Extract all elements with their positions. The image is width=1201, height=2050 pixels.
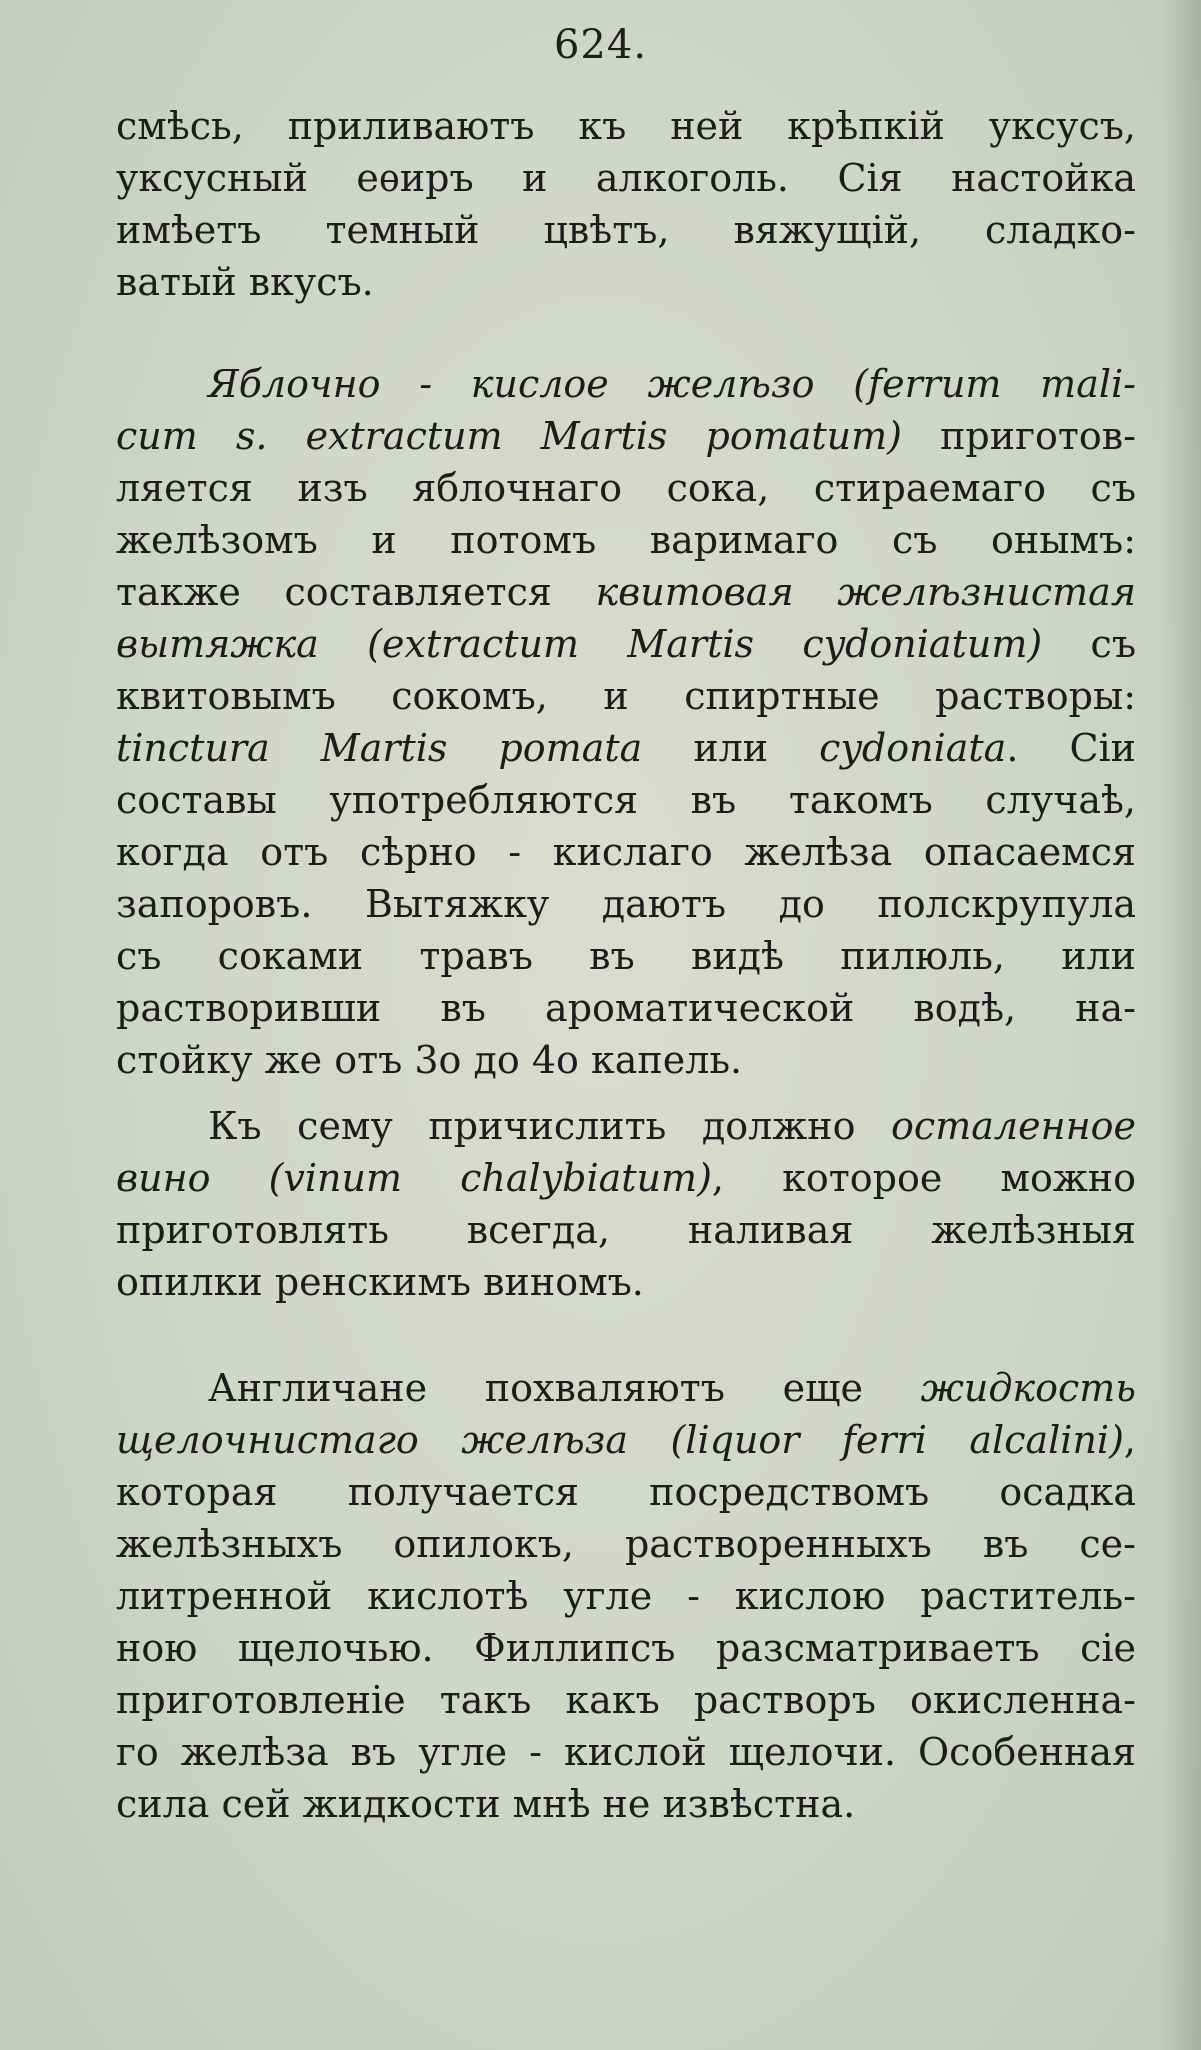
text-line xyxy=(116,514,1136,566)
text-line xyxy=(116,1466,1136,1518)
text-line xyxy=(116,930,1136,982)
italic-text-run: cydoniata xyxy=(819,726,1007,770)
text-run: Къ сему причислить должно xyxy=(208,1104,892,1148)
text-line xyxy=(116,1570,1136,1622)
italic-text-run: вытяжка (extractum Martis cydoniatum) xyxy=(116,622,1043,666)
text-line xyxy=(116,100,1136,152)
text-run: квитовымъ сокомъ, и спиртные растворы: xyxy=(116,674,1136,718)
text-run: также составляется xyxy=(116,570,596,614)
text-run: имѣетъ темный цвѣтъ, вяжущій, сладко- xyxy=(116,208,1136,252)
text-run: уксусный еѳиръ и алкоголь. Сія настойка xyxy=(116,156,1136,200)
text-line xyxy=(116,566,1136,618)
text-line xyxy=(116,670,1136,722)
text-run: желѣзныхъ опилокъ, растворенныхъ въ се- xyxy=(116,1522,1136,1566)
text-run: ватый вкусъ. xyxy=(116,260,374,304)
text-run: опилки ренскимъ виномъ. xyxy=(116,1260,644,1304)
paragraph-1 xyxy=(116,100,1136,308)
text-line xyxy=(116,1204,1136,1256)
text-run: стойку же отъ 3о до 4о капель. xyxy=(116,1038,743,1082)
text-line xyxy=(116,1152,1136,1204)
text-line xyxy=(116,152,1136,204)
italic-text-run: квитовая желѣзнистая xyxy=(595,570,1136,614)
text-line xyxy=(116,1414,1136,1466)
text-run: . Сіи xyxy=(1006,726,1136,770)
text-line xyxy=(116,1518,1136,1570)
text-line xyxy=(116,618,1136,670)
text-run: го желѣза въ угле - кислой щелочи. Особенная xyxy=(116,1730,1136,1774)
text-line xyxy=(116,878,1136,930)
italic-text-run: tinctura Martis pomata xyxy=(116,726,643,770)
text-run: Англичане похваляютъ еще xyxy=(208,1366,921,1410)
paragraph-2 xyxy=(116,358,1136,1086)
text-run: сила сей жидкости мнѣ не извѣстна. xyxy=(116,1782,856,1826)
paragraph-4 xyxy=(116,1362,1136,1830)
text-line xyxy=(116,256,1136,308)
text-line xyxy=(116,1726,1136,1778)
text-line xyxy=(116,1622,1136,1674)
text-run: когда отъ сѣрно - кислаго желѣза опасаемся xyxy=(116,830,1136,874)
text-run: которая получается посредствомъ осадка xyxy=(116,1470,1136,1514)
text-run: ною щелочью. Филлипсъ разсматриваетъ сіе xyxy=(116,1626,1136,1670)
text-run: приготовлять всегда, наливая желѣзныя xyxy=(116,1208,1136,1252)
text-line xyxy=(116,1362,1136,1414)
text-line xyxy=(116,1674,1136,1726)
paragraph-3 xyxy=(116,1100,1136,1308)
text-line xyxy=(116,1778,1136,1830)
text-line xyxy=(116,1034,1136,1086)
text-run: , xyxy=(1123,1418,1136,1462)
text-line xyxy=(116,722,1136,774)
text-line xyxy=(116,982,1136,1034)
page-number: 624. xyxy=(553,22,648,68)
italic-text-run: вино (vinum chalybiatum) xyxy=(116,1156,712,1200)
text-run: растворивши въ ароматической водѣ, на- xyxy=(116,986,1136,1030)
text-run: приготовленіе такъ какъ растворъ окисленна- xyxy=(116,1678,1136,1722)
italic-text-run: жидкость xyxy=(920,1366,1136,1410)
text-run: литренной кислотѣ угле - кислою раститель- xyxy=(116,1574,1136,1618)
page-edge-shadow xyxy=(1161,0,1201,2050)
text-line xyxy=(116,410,1136,462)
text-run: смѣсь, приливаютъ къ ней крѣпкій уксусъ, xyxy=(116,104,1136,148)
text-line xyxy=(116,826,1136,878)
text-run: или xyxy=(642,726,820,770)
italic-text-run: осталенное xyxy=(891,1104,1136,1148)
text-run: приготов- xyxy=(902,414,1136,458)
text-run: ляется изъ яблочнаго сока, стираемаго съ xyxy=(116,466,1136,510)
italic-text-run: щелочнистаго желѣза (liquor ferri alcalini) xyxy=(116,1418,1124,1462)
text-run: составы употребляются въ такомъ случаѣ, xyxy=(116,778,1136,822)
text-line xyxy=(116,462,1136,514)
text-run: съ соками травъ въ видѣ пилюль, или xyxy=(116,934,1136,978)
text-line xyxy=(116,1256,1136,1308)
text-line xyxy=(116,1100,1136,1152)
italic-text-run: cum s. extractum Martis pomatum) xyxy=(116,414,902,458)
text-run: запоровъ. Вытяжку даютъ до полскрупула xyxy=(116,882,1136,926)
text-line xyxy=(116,774,1136,826)
text-line xyxy=(116,204,1136,256)
italic-text-run: Яблочно - кислое желѣзо (ferrum mali- xyxy=(208,362,1136,406)
text-line xyxy=(116,358,1136,410)
text-run: , которое можно xyxy=(711,1156,1136,1200)
text-run: съ xyxy=(1042,622,1136,666)
text-run: желѣзомъ и потомъ варимаго съ онымъ: xyxy=(116,518,1136,562)
